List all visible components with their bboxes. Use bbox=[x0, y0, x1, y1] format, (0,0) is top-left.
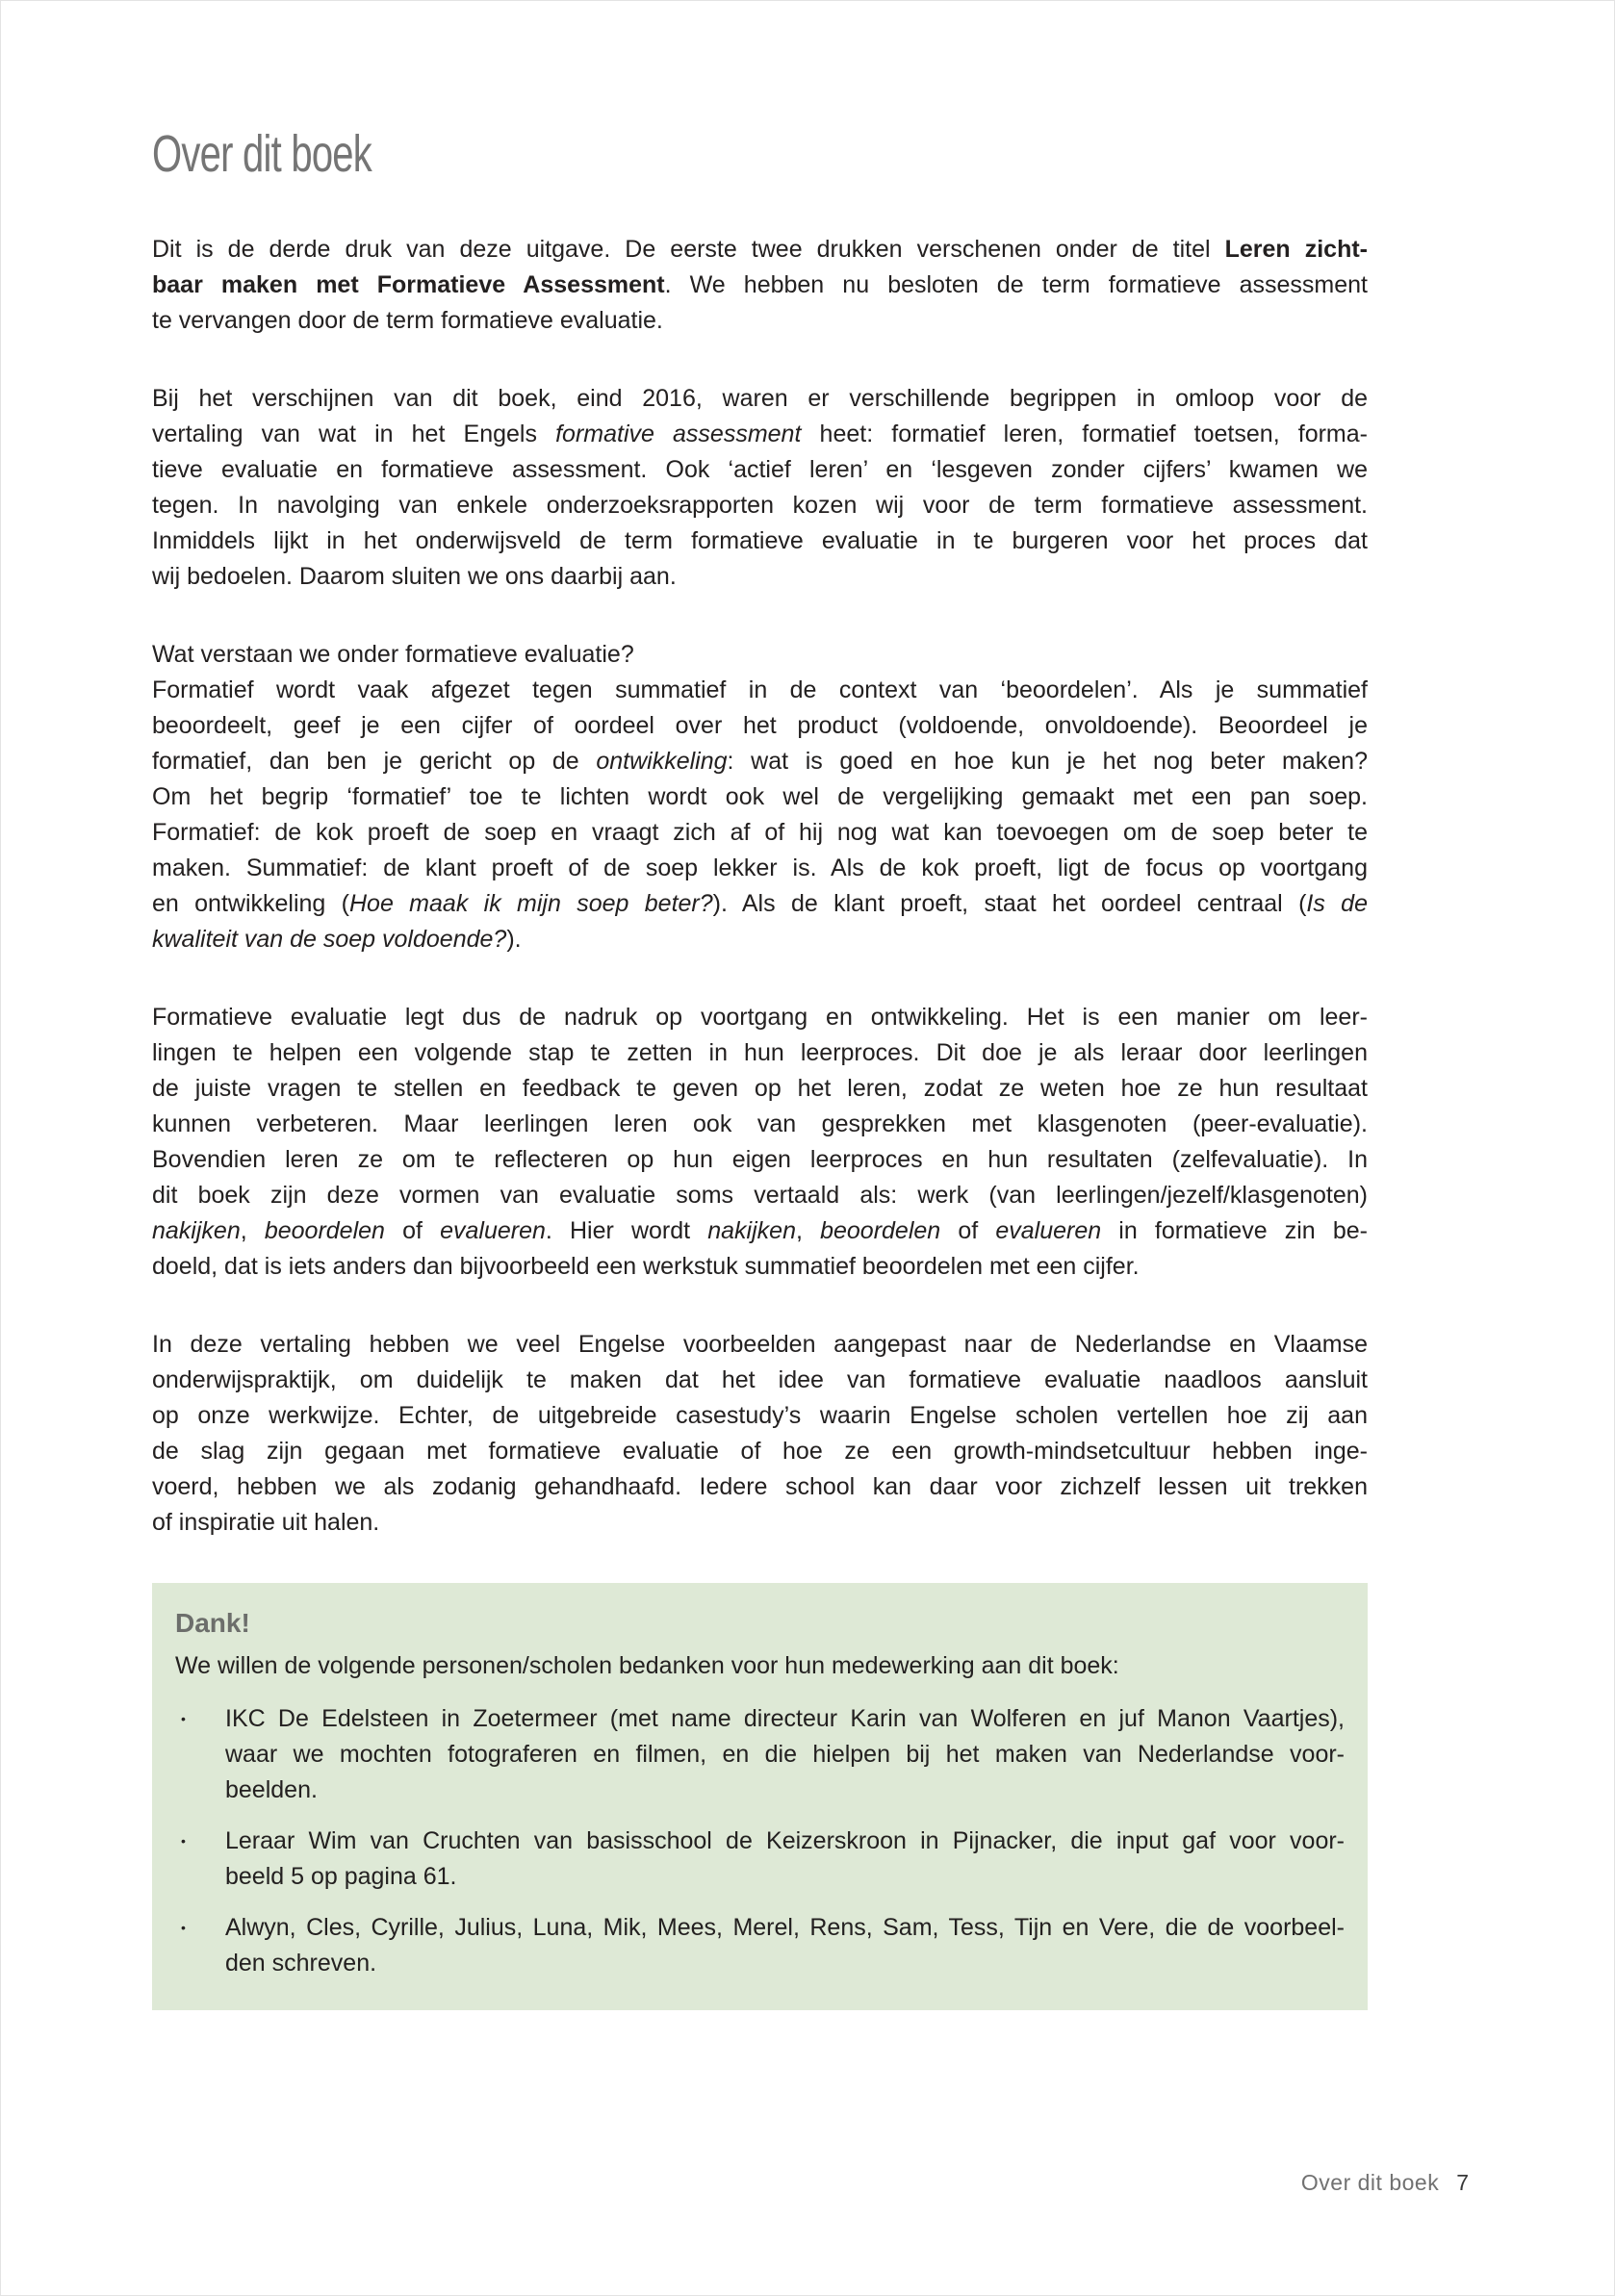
text: Wat verstaan we onder formatieve evaluatie? bbox=[152, 641, 634, 668]
text-line bbox=[152, 1434, 1368, 1469]
text-line bbox=[225, 1701, 1345, 1737]
paragraph bbox=[152, 1327, 1368, 1541]
paragraph bbox=[152, 637, 1368, 957]
text: waar we mochten fotograferen en filmen, en die hielpen bij het maken van Nederlandse voor- bbox=[225, 1741, 1345, 1768]
text-line bbox=[152, 1327, 1368, 1363]
text-line bbox=[152, 1071, 1368, 1107]
text: voerd, hebben we als zodanig gehandhaafd. Iedere school kan daar voor zichzelf lessen uit trekken bbox=[152, 1473, 1368, 1500]
text: , bbox=[240, 1217, 265, 1244]
text: Formatieve evaluatie legt dus de nadruk op voortgang en ontwikkeling. Het is een manier om leer- bbox=[152, 1004, 1368, 1031]
text: den schreven. bbox=[225, 1950, 377, 1977]
paragraph bbox=[152, 381, 1368, 595]
footer-page-number: 7 bbox=[1456, 2170, 1469, 2195]
text: beelden. bbox=[225, 1776, 318, 1803]
text: te vervangen door de term formatieve evaluatie. bbox=[152, 307, 663, 334]
text: Formatief wordt vaak afgezet tegen summatief in de context van ‘beoordelen’. Als je summatief bbox=[152, 676, 1368, 703]
bold-text: Leren zicht- bbox=[1224, 236, 1369, 263]
text-line bbox=[225, 1737, 1345, 1773]
text: Om het begrip ‘formatief’ toe te lichten wordt ook wel de vergelijking gemaakt met een pan soep. bbox=[152, 783, 1368, 810]
body-column bbox=[152, 232, 1368, 2010]
italic-text: Hoe maak ik mijn soep beter? bbox=[348, 890, 713, 917]
text: onderwijspraktijk, om duidelijk te maken dat het idee van formatieve evaluatie naadloos aansluit bbox=[152, 1366, 1368, 1393]
text: de juiste vragen te stellen en feedback te geven op het leren, zodat ze weten hoe ze hun resultaat bbox=[152, 1075, 1368, 1102]
thanks-list-item bbox=[175, 1910, 1345, 1981]
text-line bbox=[225, 1859, 1345, 1895]
thanks-list bbox=[175, 1701, 1345, 1981]
text-line bbox=[152, 1142, 1368, 1178]
italic-text: evalueren bbox=[995, 1217, 1102, 1244]
text: dit boek zijn deze vormen van evaluatie soms vertaald als: werk (van leerlingen/jezelf/klasgenoten) bbox=[152, 1182, 1368, 1209]
text: doeld, dat is iets anders dan bijvoorbeeld een werkstuk summatief beoordelen met een cijfer. bbox=[152, 1253, 1140, 1280]
italic-text: ontwikkeling bbox=[596, 748, 728, 775]
text: de slag zijn gegaan met formatieve evaluatie of hoe ze een growth-mindsetcultuur hebben inge- bbox=[152, 1438, 1368, 1465]
thanks-heading: Dank! bbox=[175, 1608, 250, 1638]
text-line bbox=[152, 1000, 1368, 1035]
text: en ontwikkeling ( bbox=[152, 890, 349, 917]
text-line bbox=[152, 1035, 1368, 1071]
text-line bbox=[152, 1107, 1368, 1142]
text: Dit is de derde druk van deze uitgave. De eerste twee drukken verschenen onder de titel bbox=[152, 236, 1225, 263]
italic-text: nakijken bbox=[707, 1217, 796, 1244]
text: Bovendien leren ze om te reflecteren op hun eigen leerproces en hun resultaten (zelfevaluatie). In bbox=[152, 1146, 1368, 1173]
bold-text: baar maken met Formatieve Assessment bbox=[152, 271, 665, 298]
thanks-box bbox=[152, 1583, 1368, 2010]
text: kunnen verbeteren. Maar leerlingen leren ook van gesprekken met klasgenoten (peer-evaluatie). bbox=[152, 1110, 1368, 1137]
text-line bbox=[225, 1910, 1345, 1946]
text: ). bbox=[506, 926, 522, 953]
text-line bbox=[152, 303, 1368, 339]
text: heet: formatief leren, formatief toetsen, forma- bbox=[801, 421, 1368, 447]
italic-text: kwaliteit van de soep voldoende? bbox=[152, 926, 507, 953]
text: Inmiddels lijkt in het onderwijsveld de term formatieve evaluatie in te burgeren voor het proces dat bbox=[152, 527, 1368, 554]
text: tegen. In navolging van enkele onderzoeksrapporten kozen wij voor de term formatieve assessment. bbox=[152, 492, 1368, 519]
text-line bbox=[152, 1213, 1368, 1249]
text: op onze werkwijze. Echter, de uitgebreide casestudy’s waarin Engelse scholen vertellen hoe zij aan bbox=[152, 1402, 1368, 1429]
bullet-icon: • bbox=[181, 1711, 186, 1726]
text: of bbox=[940, 1217, 996, 1244]
text: Formatief: de kok proeft de soep en vraagt zich af of hij nog wat kan toevoegen om de soep beter te bbox=[152, 819, 1368, 846]
text-line bbox=[152, 417, 1368, 452]
text-line bbox=[152, 268, 1368, 303]
text-line bbox=[152, 1178, 1368, 1213]
text-line bbox=[152, 1249, 1368, 1285]
text: wij bedoelen. Daarom sluiten we ons daarbij aan. bbox=[152, 563, 677, 590]
text: . We hebben nu besloten de term formatieve assessment bbox=[664, 271, 1368, 298]
text: tieve evaluatie en formatieve assessment. Ook ‘actief leren’ en ‘lesgeven zonder cijfers’ kwamen we bbox=[152, 456, 1368, 483]
text: . Hier wordt bbox=[545, 1217, 708, 1244]
italic-text: Is de bbox=[1306, 890, 1368, 917]
text: of inspiratie uit halen. bbox=[152, 1509, 380, 1536]
text: , bbox=[795, 1217, 821, 1244]
text: ). Als de klant proeft, staat het oordeel centraal ( bbox=[712, 890, 1307, 917]
text-line bbox=[152, 232, 1368, 268]
thanks-intro: We willen de volgende personen/scholen bedanken voor hun medewerking aan dit boek: bbox=[175, 1652, 1119, 1679]
text: In deze vertaling hebben we veel Engelse voorbeelden aangepast naar de Nederlandse en Vlaamse bbox=[152, 1331, 1368, 1358]
text: Leraar Wim van Cruchten van basisschool de Keizerskroon in Pijnacker, die input gaf voor voor- bbox=[225, 1827, 1345, 1854]
footer-running-title: Over dit boek bbox=[1300, 2170, 1440, 2195]
text-line bbox=[152, 637, 1368, 673]
text-line bbox=[152, 452, 1368, 488]
text-line bbox=[152, 381, 1368, 417]
text: in formatieve zin be- bbox=[1101, 1217, 1368, 1244]
text-line bbox=[225, 1773, 1345, 1808]
text: IKC De Edelsteen in Zoetermeer (met name directeur Karin van Wolferen en juf Manon Vaartjes), bbox=[225, 1705, 1345, 1732]
thanks-list-item bbox=[175, 1824, 1345, 1895]
text: Alwyn, Cles, Cyrille, Julius, Luna, Mik, Mees, Merel, Rens, Sam, Tess, Tijn en Vere, die de voorbeel- bbox=[225, 1914, 1345, 1941]
text-line bbox=[152, 922, 1368, 957]
text-line bbox=[152, 779, 1368, 815]
text-line bbox=[152, 1398, 1368, 1434]
text-line bbox=[152, 886, 1368, 922]
text: Bij het verschijnen van dit boek, eind 2016, waren er verschillende begrippen in omloop voor de bbox=[152, 385, 1368, 412]
text: beeld 5 op pagina 61. bbox=[225, 1863, 457, 1890]
italic-text: beoordelen bbox=[820, 1217, 941, 1244]
text-line bbox=[152, 1469, 1368, 1505]
body-paragraphs bbox=[152, 232, 1368, 1541]
paragraph bbox=[152, 232, 1368, 339]
text: beoordeelt, geef je een cijfer of oordeel over het product (voldoende, onvoldoende). Beoordeel je bbox=[152, 712, 1368, 739]
italic-text: beoordelen bbox=[264, 1217, 385, 1244]
text-line bbox=[152, 1363, 1368, 1398]
text: of bbox=[384, 1217, 441, 1244]
text-line bbox=[152, 523, 1368, 559]
text: formatief, dan ben je gericht op de bbox=[152, 748, 597, 775]
text-line bbox=[152, 673, 1368, 708]
text-line bbox=[225, 1946, 1345, 1981]
page-title: Over dit boek bbox=[152, 125, 372, 183]
text-line bbox=[152, 1505, 1368, 1541]
text: : wat is goed en hoe kun je het nog beter maken? bbox=[727, 748, 1368, 775]
italic-text: formative assessment bbox=[555, 421, 802, 447]
text-line bbox=[152, 488, 1368, 523]
text-line bbox=[152, 708, 1368, 744]
text-line bbox=[152, 744, 1368, 779]
text: vertaling van wat in het Engels bbox=[152, 421, 556, 447]
page-footer bbox=[1301, 2168, 1469, 2197]
text: lingen te helpen een volgende stap te zetten in hun leerproces. Dit doe je als leraar door leerlingen bbox=[152, 1039, 1368, 1066]
thanks-list-item bbox=[175, 1701, 1345, 1808]
text-line bbox=[225, 1824, 1345, 1859]
italic-text: evalueren bbox=[440, 1217, 546, 1244]
bullet-icon: • bbox=[181, 1833, 186, 1849]
paragraph bbox=[152, 1000, 1368, 1285]
bullet-icon: • bbox=[181, 1920, 186, 1935]
text-line bbox=[152, 815, 1368, 851]
italic-text: nakijken bbox=[152, 1217, 241, 1244]
text: maken. Summatief: de klant proeft of de soep lekker is. Als de kok proeft, ligt de focus op voortgang bbox=[152, 855, 1368, 881]
text-line bbox=[152, 559, 1368, 595]
text-line bbox=[152, 851, 1368, 886]
